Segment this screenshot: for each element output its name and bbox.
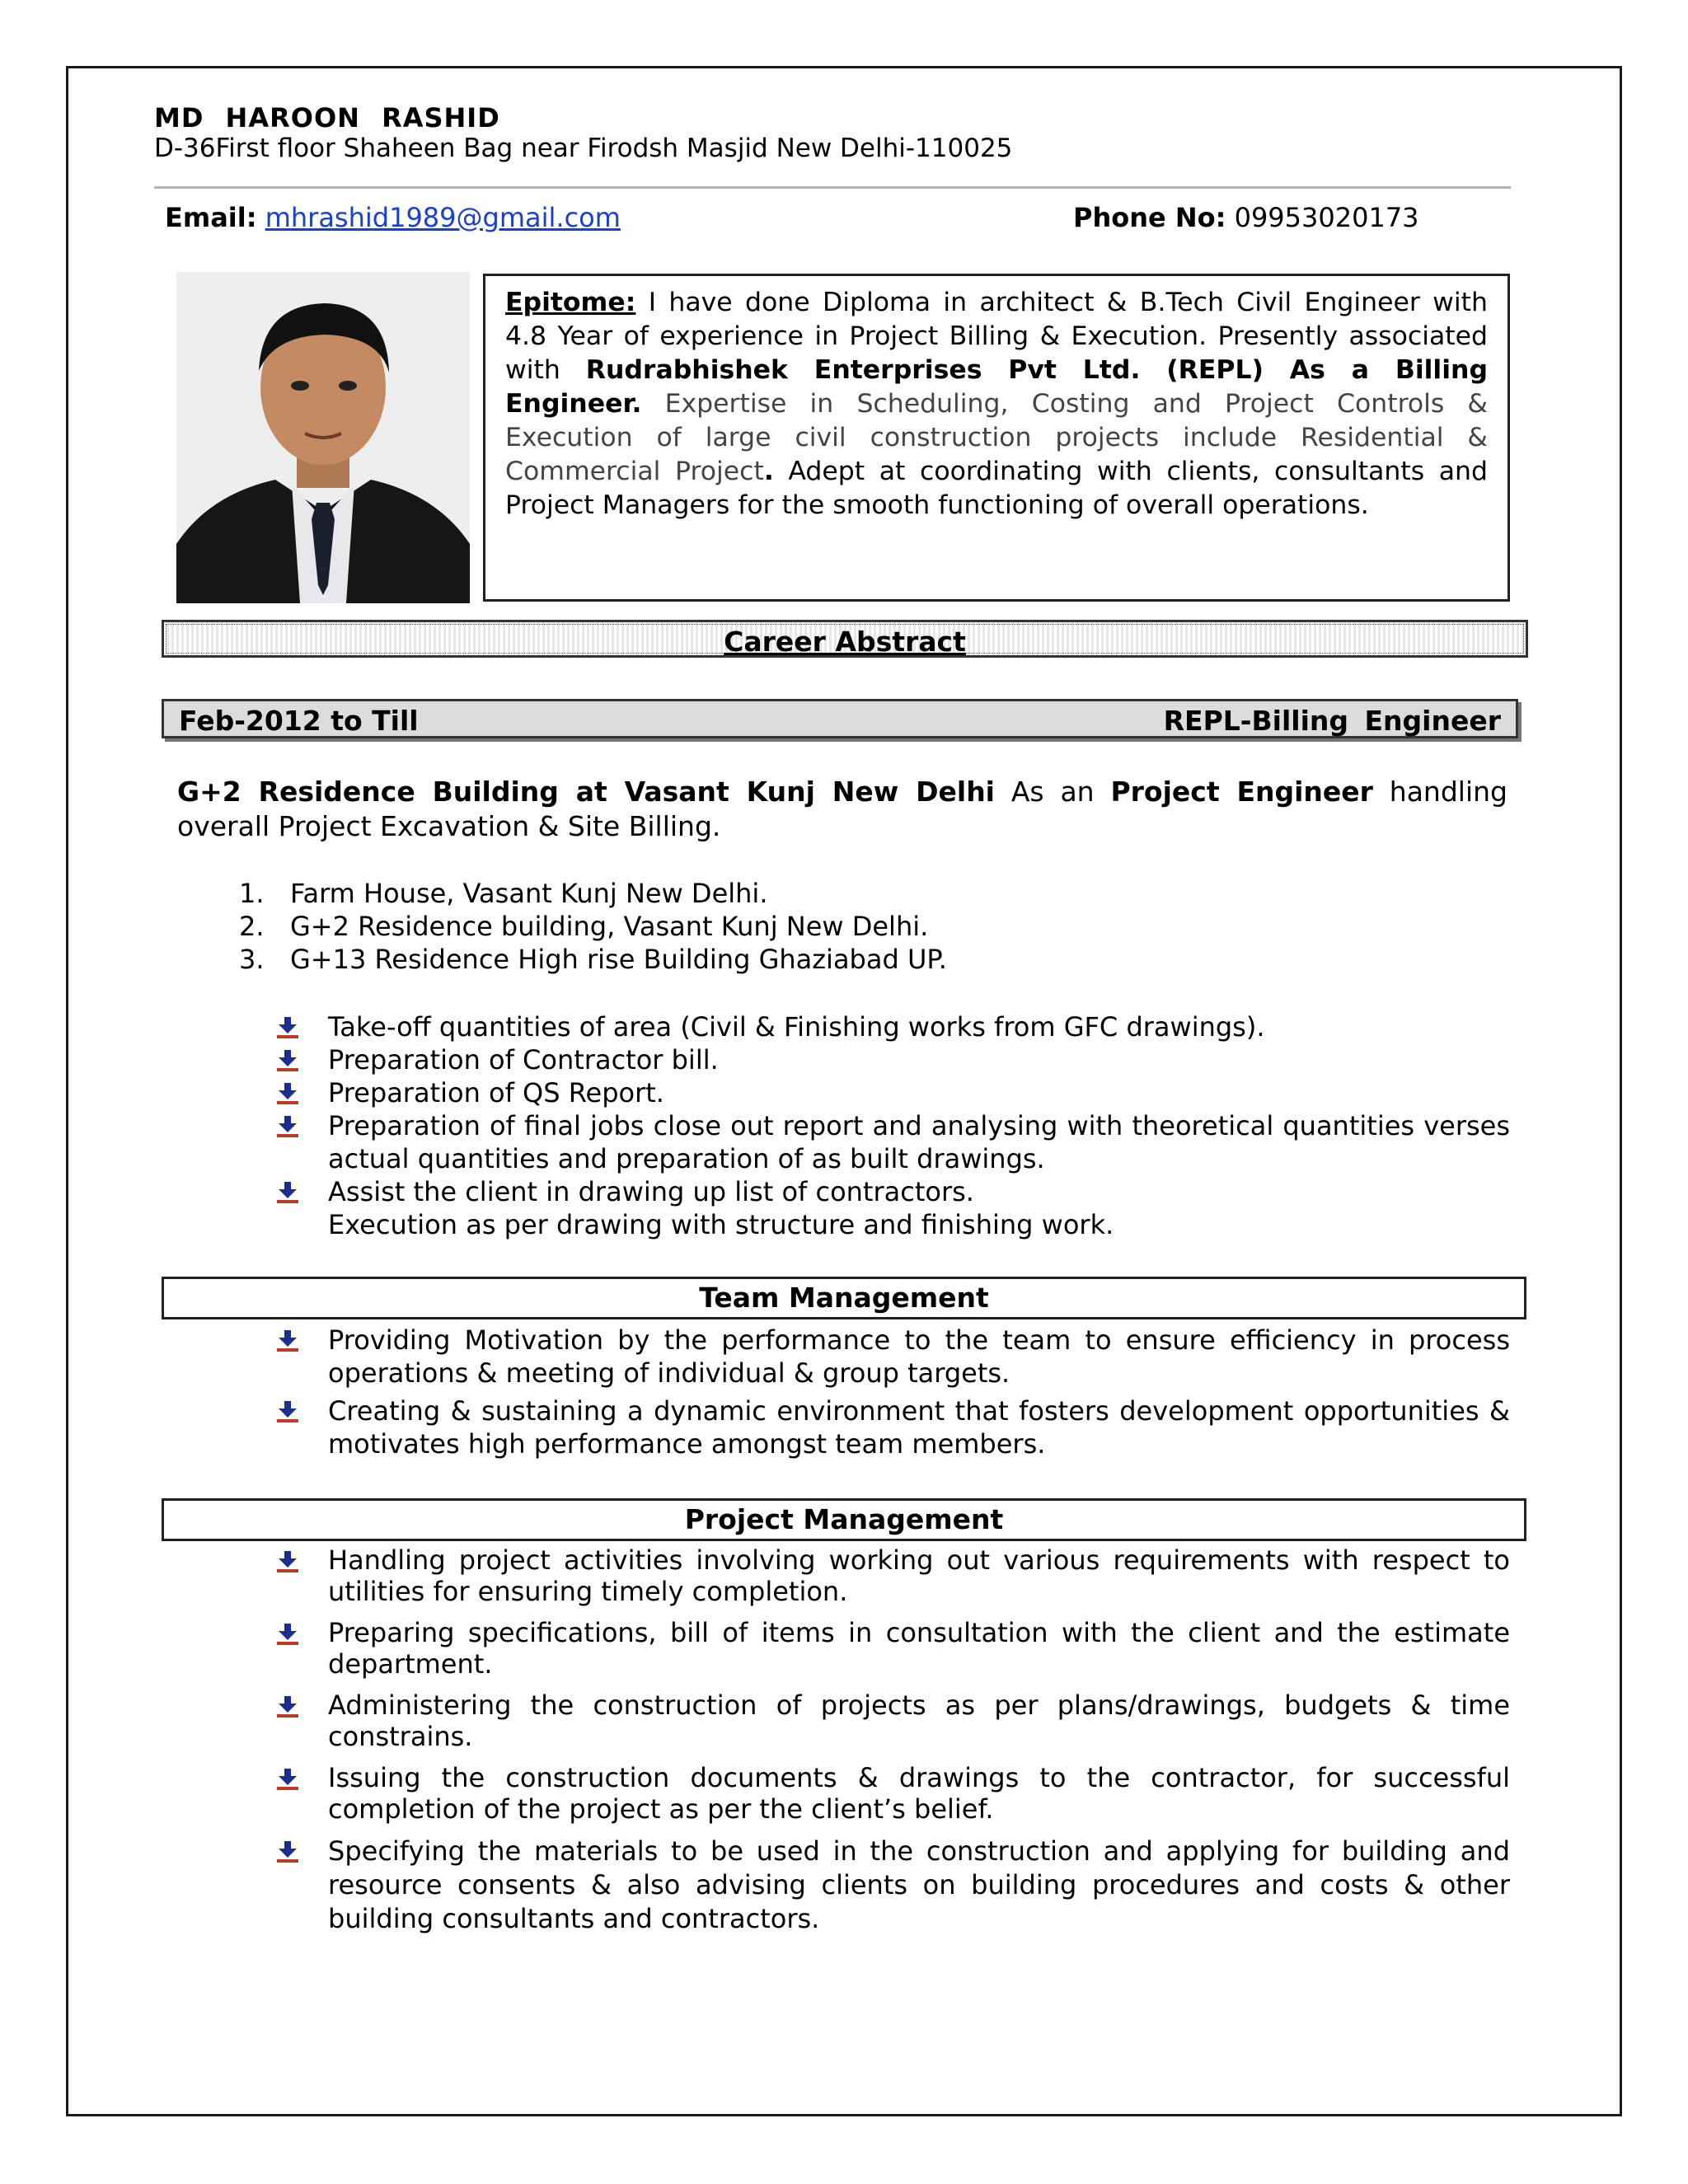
list-item: 1. Farm House, Vasant Kunj New Delhi. [239,878,768,909]
header-divider [154,186,1511,189]
job-header-bar [162,699,1518,738]
bullet-arrow-icon [275,1050,300,1071]
bullet-arrow-icon [275,1696,300,1718]
bullet-arrow-icon [275,1624,300,1645]
list-item: Take-off quantities of area (Civil & Finishing works from GFC drawings). [275,1010,1510,1043]
profile-photo [176,272,470,603]
list-item: Preparation of Contractor bill. [275,1043,1510,1076]
list-item: Preparation of QS Report. [275,1076,1510,1109]
career-abstract-bar [162,620,1528,658]
bullet-arrow-icon [275,1017,300,1038]
team-bullet-list [275,1324,1510,1460]
list-item: Issuing the construction documents & drawings to the contractor, for successful completion of the project as per the client’s belief. [275,1762,1510,1825]
project-intro [177,775,1507,844]
project-role: Project Engineer [1110,776,1373,808]
bullet-arrow-icon [275,1182,300,1203]
epitome-text-1: I have done Diploma in architect & B.Tech Civil Engineer with 4.8 Year of experience in Project Billing & Execution. Presently associated with [505,288,1488,385]
project-mgmt-bullet-list [275,1544,1510,1936]
bullet-arrow-icon [275,1330,300,1352]
bullet-arrow-icon [275,1083,300,1104]
career-bullet-list [275,1010,1510,1241]
career-abstract-title: Career Abstract [724,626,966,658]
email-link[interactable]: mhrashid1989@gmail.com [265,202,621,233]
phone-label: Phone No: [1073,202,1226,233]
list-item: 3. G+13 Residence High rise Building Ghaziabad UP. [239,944,947,975]
project-mid: As an [995,776,1111,808]
list-item: Handling project activities involving working out various requirements with respect to utilities for ensuring timely completion. [275,1544,1510,1607]
email-label: Email: [165,202,257,233]
epitome-text-2: Expertise in Scheduling, Costing and Project Controls & Execution of large civil construction projects include Residential & Commercial Project [505,389,1488,486]
bullet-arrow-icon [275,1116,300,1137]
project-list [239,877,947,976]
list-item: 2. G+2 Residence building, Vasant Kunj New Delhi. [239,911,929,942]
list-item: Preparing specifications, bill of items in consultation with the client and the estimate department. [275,1617,1510,1680]
project-name: G+2 Residence Building at Vasant Kunj New Delhi [177,776,995,808]
epitome-company: Rudrabhishek Enterprises Pvt Ltd. (REPL) As a Billing Engineer. [505,355,1488,419]
bullet-arrow-icon [275,1551,300,1572]
email-row [165,202,621,233]
epitome-box [483,274,1510,602]
project-management-title: Project Management [162,1498,1526,1541]
list-item: Providing Motivation by the performance to the team to ensure efficiency in process operations & meeting of individual & group targets. [275,1324,1510,1390]
list-item: Creating & sustaining a dynamic environment that fosters development opportunities & motivates high performance amongst team members. [275,1394,1510,1460]
candidate-name: MD HAROON RASHID [154,102,500,134]
list-item: Preparation of final jobs close out report and analysing with theoretical quantities verses actual quantities and preparation of as built drawings. [275,1109,1510,1175]
job-role: REPL-Billing Engineer [1163,705,1501,737]
bullet-arrow-icon [275,1841,300,1863]
epitome-dot: . [763,457,774,486]
bullet-arrow-icon [275,1769,300,1790]
list-item: Administering the construction of projects as per plans/drawings, budgets & time constrains. [275,1690,1510,1752]
list-item: Specifying the materials to be used in the construction and applying for building and resource consents & also advising clients on building procedures and costs & other building consultants and contractors. [275,1835,1510,1936]
list-item: Assist the client in drawing up list of contractors. [275,1175,1510,1208]
job-period: Feb-2012 to Till [179,705,419,737]
project-rest: handling overall Project Excavation & Site Billing. [177,776,1507,842]
bullet-arrow-icon [275,1401,300,1422]
candidate-address: D-36First floor Shaheen Bag near Firodsh Masjid New Delhi-110025 [154,134,1013,163]
team-management-title: Team Management [162,1277,1526,1319]
list-item: Execution as per drawing with structure and finishing work. [328,1209,1114,1240]
phone-row [1073,202,1419,233]
phone-number: 09953020173 [1234,202,1419,233]
epitome-text-3: Adept at coordinating with clients, consultants and Project Managers for the smooth functioning of overall operations. [505,457,1488,520]
epitome-label: Epitome: [505,288,636,317]
